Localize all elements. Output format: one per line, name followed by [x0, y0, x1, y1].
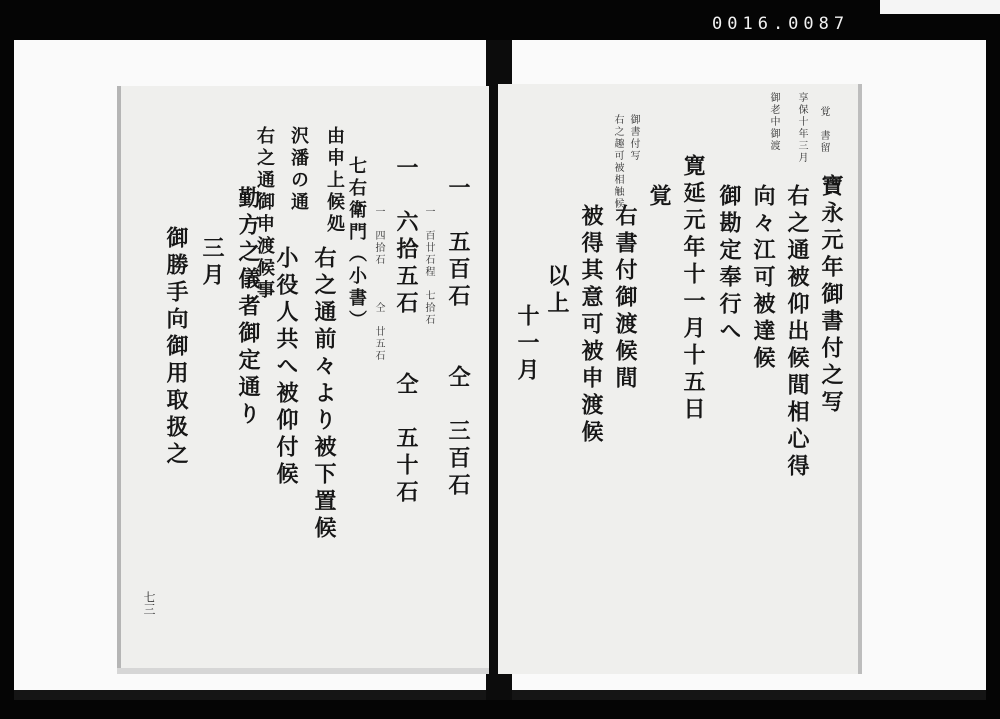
left-column-9: 三月	[199, 236, 225, 290]
right-header-note-2: 享保十年三月	[796, 92, 807, 164]
film-top-strip	[0, 0, 1000, 34]
right-column-9: 以上	[544, 264, 570, 318]
left-column-4: 一 四拾石 仝 廿五石	[373, 206, 384, 362]
right-column-5: 寛延元年十一月十五日	[680, 154, 706, 424]
right-column-6: 覚	[646, 184, 672, 211]
frame-number: 0016.0087	[712, 14, 850, 34]
left-page	[117, 86, 489, 669]
left-column-13: 右之通御申渡候事	[254, 126, 275, 302]
left-column-2: 一 百廿石程 七拾石	[423, 206, 434, 326]
right-column-2: 右之通被仰出候間相心得	[784, 184, 810, 481]
right-column-1: 寶永元年御書付之写	[818, 174, 844, 417]
right-column-8: 被得其意可被申渡候	[578, 204, 604, 447]
left-column-8: 勤方之儀者御定通り	[235, 186, 261, 429]
right-side-note-1: 御書付写	[628, 114, 639, 162]
left-column-10: 御勝手向御用取扱之	[163, 226, 189, 469]
film-edge-tab	[880, 0, 1000, 14]
left-page-bottom-edge	[117, 668, 489, 674]
right-side-note-2: 右之趣可被相触候	[612, 114, 623, 210]
right-header-note-1: 覚 書留	[818, 106, 829, 154]
left-column-11: 由申上候処	[324, 126, 345, 236]
left-column-6: 右之通前々より被下置候	[311, 246, 337, 543]
left-column-1: 一 五百石 仝 三百石	[445, 176, 471, 500]
right-column-10: 十一月	[514, 304, 540, 385]
left-column-5: 七右衛門（小書）	[346, 156, 367, 332]
right-column-7: 右書付御渡候間	[612, 204, 638, 393]
right-header-note-3: 御老中御渡	[768, 92, 779, 152]
left-column-12: 沢潘の通	[288, 126, 309, 214]
right-column-3: 向々江可被達候	[750, 184, 776, 373]
left-column-7: 小役人共へ被仰付候	[273, 246, 299, 489]
page-number: 七三	[142, 591, 156, 615]
right-column-4: 御勘定奉行へ	[716, 184, 742, 346]
left-column-3: 一 六拾五石 仝 五十石	[393, 156, 419, 507]
right-page	[498, 84, 862, 674]
